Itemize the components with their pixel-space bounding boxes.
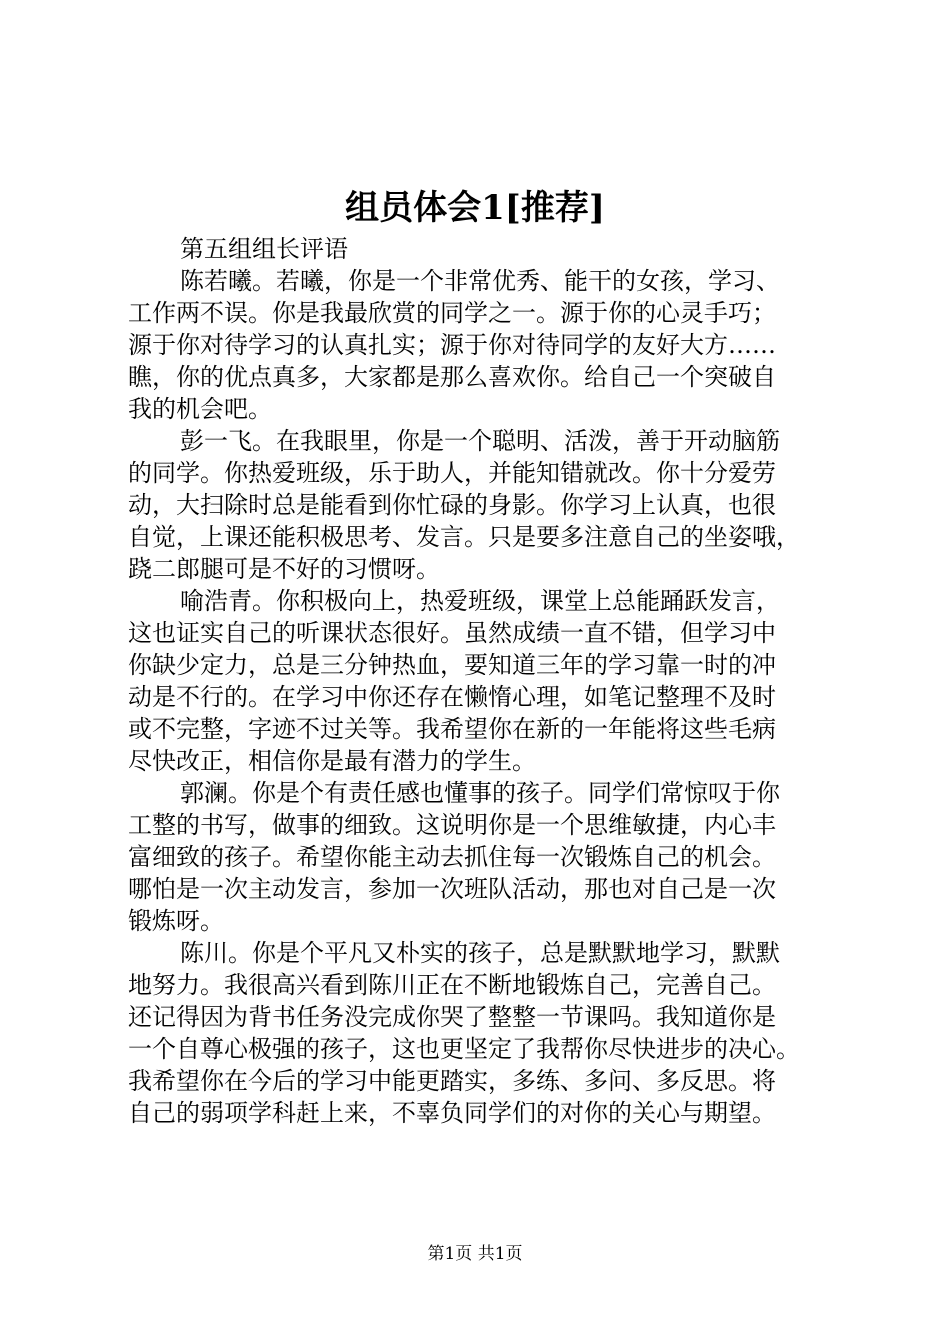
text-line: 陈若曦。若曦，你是一个非常优秀、能干的女孩，学习、 <box>180 267 780 295</box>
text-line: 锻炼呀。 <box>128 907 224 935</box>
text-line: 工整的书写，做事的细致。这说明你是一个思维敏捷，内心丰 <box>128 811 776 839</box>
text-line: 我希望你在今后的学习中能更踏实，多练、多问、多反思。将 <box>128 1067 776 1095</box>
text-line: 一个自尊心极强的孩子，这也更坚定了我帮你尽快进步的决心。 <box>128 1035 800 1063</box>
text-line: 地努力。我很高兴看到陈川正在不断地锻炼自己，完善自己。 <box>128 971 776 999</box>
text-line: 源于你对待学习的认真扎实；源于你对待同学的友好大方…… <box>128 331 776 359</box>
text-line: 喻浩青。你积极向上，热爱班级，课堂上总能踊跃发言， <box>180 587 780 615</box>
paragraph-chen-ruoxi <box>128 265 848 425</box>
text-line: 工作两不误。你是我最欣赏的同学之一。源于你的心灵手巧； <box>128 299 776 327</box>
text-line: 自觉，上课还能积极思考、发言。只是要多注意自己的坐姿哦， <box>128 523 800 551</box>
text-line: 尽快改正，相信你是最有潜力的学生。 <box>128 747 536 775</box>
section-subtitle: 第五组组长评语 <box>180 235 348 263</box>
text-line: 富细致的孩子。希望你能主动去抓住每一次锻炼自己的机会。 <box>128 843 776 871</box>
text-line: 动，大扫除时总是能看到你忙碌的身影。你学习上认真，也很 <box>128 491 776 519</box>
text-line: 动是不行的。在学习中你还存在懒惰心理，如笔记整理不及时 <box>128 683 776 711</box>
text-line: 的同学。你热爱班级，乐于助人，并能知错就改。你十分爱劳 <box>128 459 776 487</box>
text-line: 瞧，你的优点真多，大家都是那么喜欢你。给自己一个突破自 <box>128 363 776 391</box>
text-line: 哪怕是一次主动发言，参加一次班队活动，那也对自己是一次 <box>128 875 776 903</box>
document-body <box>128 233 848 1129</box>
paragraph-peng-yifei <box>128 425 848 585</box>
text-line: 你缺少定力，总是三分钟热血，要知道三年的学习靠一时的冲 <box>128 651 776 679</box>
text-line: 这也证实自己的听课状态很好。虽然成绩一直不错，但学习中 <box>128 619 776 647</box>
text-line: 自己的弱项学科赶上来，不辜负同学们的对你的关心与期望。 <box>128 1099 776 1127</box>
text-line: 陈川。你是个平凡又朴实的孩子，总是默默地学习，默默 <box>180 939 780 967</box>
text-line: 彭一飞。在我眼里，你是一个聪明、活泼，善于开动脑筋 <box>180 427 780 455</box>
paragraph-guo-lan <box>128 777 848 937</box>
text-line: 还记得因为背书任务没完成你哭了整整一节课吗。我知道你是 <box>128 1003 776 1031</box>
text-line: 或不完整，字迹不过关等。我希望你在新的一年能将这些毛病 <box>128 715 776 743</box>
page-title: 组员体会1[推荐] <box>345 188 605 228</box>
text-line: 跷二郎腿可是不好的习惯呀。 <box>128 555 440 583</box>
paragraph-chen-chuan <box>128 937 848 1129</box>
paragraph-yu-haoqing <box>128 585 848 777</box>
page-footer: 第1页 共1页 <box>427 1244 523 1264</box>
text-line: 我的机会吧。 <box>128 395 272 423</box>
text-line: 郭澜。你是个有责任感也懂事的孩子。同学们常惊叹于你 <box>180 779 780 807</box>
